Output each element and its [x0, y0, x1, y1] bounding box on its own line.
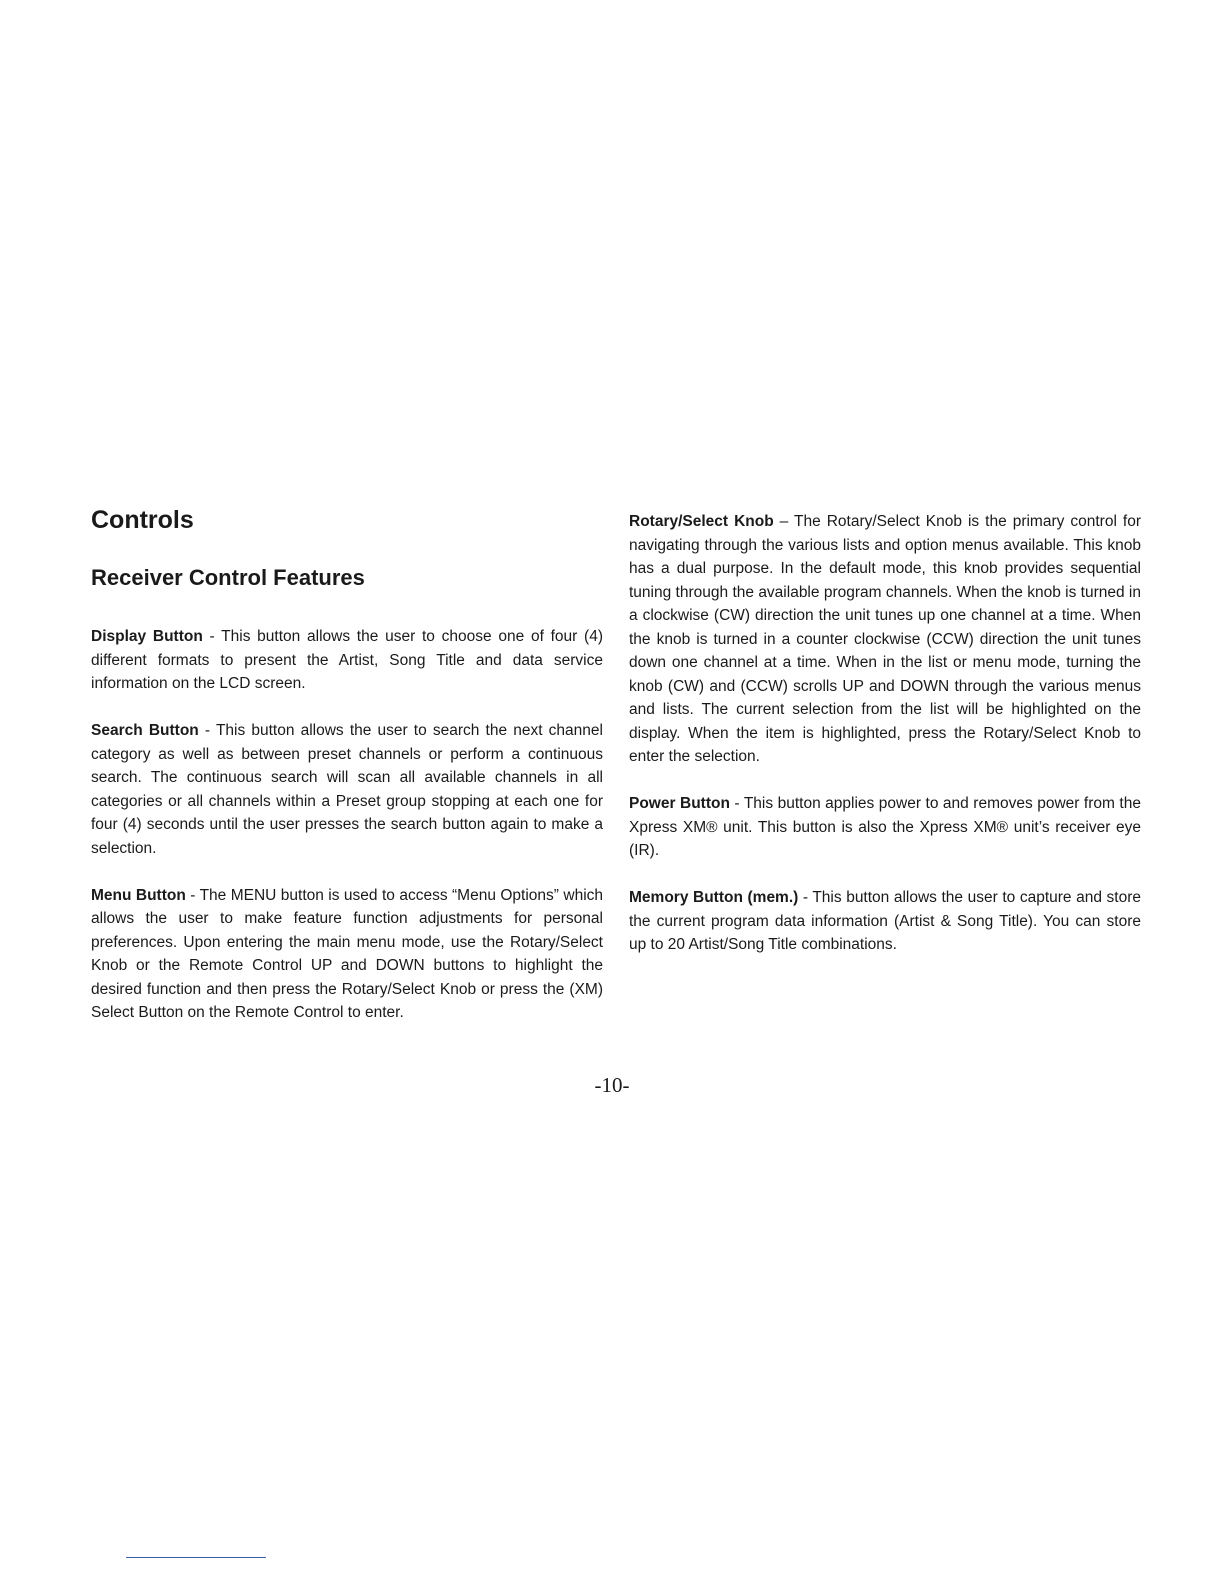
feature-separator: - [202, 628, 222, 645]
page-title: Controls [91, 506, 194, 534]
feature-title: Power Button [629, 795, 730, 812]
feature-rotary-select-knob [629, 510, 1141, 769]
feature-separator: - [729, 795, 744, 812]
feature-menu-button [91, 884, 603, 1025]
left-column [91, 625, 603, 1048]
feature-description: The MENU button is used to access “Menu Options” which allows the user to make feature function adjustments for personal preferences. Upon entering the main menu mode, use the Rotary/Select Knob or the Remote Control UP and DOWN buttons to highlight the desired function and then press the Rotary/Select Knob or press the (XM) Select Button on the Remote Control to enter. [91, 886, 604, 1021]
feature-separator: - [198, 722, 216, 739]
feature-memory-button [629, 886, 1141, 957]
feature-title: Search Button [91, 722, 199, 739]
feature-title: Rotary/Select Knob [629, 513, 774, 530]
feature-search-button [91, 719, 603, 860]
feature-title: Menu Button [91, 886, 186, 904]
feature-power-button [629, 792, 1141, 863]
feature-description: This button allows the user to choose one of four (4) different formats to present the Artist, Song Title and data service information on the LCD screen. [91, 628, 603, 692]
page-number: -10- [594, 1073, 630, 1097]
feature-description: The Rotary/Select Knob is the primary control for navigating through the various lists and option menus available. This knob has a dual purpose. In the default mode, this knob provides sequential tuning through the available program channels. When the knob is turned in a clockwise (CW) direction the unit tunes up one channel at a time. When the knob is turned in a counter clockwise (CCW) direction the unit tunes down one channel at a time. When in the list or menu mode, turning the knob (CW) and (CCW) scrolls UP and DOWN through the various menus and lists. The current selection from the list will be highlighted on the display. When the item is highlighted, press the Rotary/Select Knob to enter the selection. [629, 513, 1141, 765]
section-heading: Receiver Control Features [91, 565, 365, 590]
feature-separator: - [798, 889, 813, 906]
feature-separator: - [185, 886, 200, 904]
feature-display-button [91, 625, 603, 696]
feature-separator: – [773, 513, 795, 530]
feature-title: Display Button [91, 628, 203, 645]
feature-title: Memory Button (mem.) [629, 889, 799, 906]
footnote-divider [126, 1557, 266, 1558]
right-column [629, 510, 1141, 980]
feature-description: This button allows the user to capture and store the current program data information (Artist & Song Title). You can store up to 20 Artist/Song Title combinations. [629, 889, 1141, 953]
feature-description: This button applies power to and removes power from the Xpress XM® unit. This button is also the Xpress XM® unit’s receiver eye (IR). [629, 795, 1141, 859]
feature-description: This button allows the user to search the next channel category as well as between preset channels or perform a continuous search. The continuous search will scan all available channels in all categories or all channels within a Preset group stopping at each one for four (4) seconds until the user presses the search button again to make a selection. [91, 722, 603, 857]
